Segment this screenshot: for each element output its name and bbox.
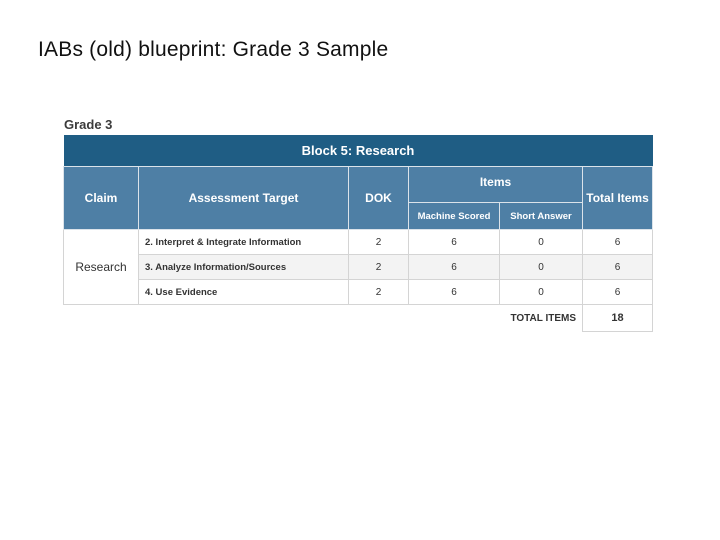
- target-cell: 4. Use Evidence: [139, 280, 349, 305]
- total-row: [64, 305, 653, 332]
- blueprint-table: [63, 135, 653, 332]
- total-cell: 6: [583, 230, 653, 255]
- slide-title: IABs (old) blueprint: Grade 3 Sample: [38, 38, 389, 61]
- machine-scored-cell: 6: [409, 280, 500, 305]
- table-row: [64, 230, 653, 255]
- dok-header: DOK: [349, 167, 409, 230]
- short-answer-cell: 0: [500, 230, 583, 255]
- total-cell: 6: [583, 280, 653, 305]
- dok-cell: 2: [349, 230, 409, 255]
- total-cell: 6: [583, 255, 653, 280]
- target-cell: 3. Analyze Information/Sources: [139, 255, 349, 280]
- dok-cell: 2: [349, 255, 409, 280]
- table-row: [64, 280, 653, 305]
- short-answer-header: Short Answer: [500, 203, 583, 230]
- machine-scored-cell: 6: [409, 230, 500, 255]
- claim-cell: Research: [64, 230, 139, 305]
- block-title: Block 5: Research: [64, 135, 653, 167]
- claim-header: Claim: [64, 167, 139, 230]
- column-header-row: [64, 167, 653, 203]
- block-header-row: [64, 135, 653, 167]
- grade-label: Grade 3: [64, 117, 113, 132]
- table-row: [64, 255, 653, 280]
- total-items-header: Total Items: [583, 167, 653, 230]
- assessment-target-header: Assessment Target: [139, 167, 349, 230]
- short-answer-cell: 0: [500, 280, 583, 305]
- dok-cell: 2: [349, 280, 409, 305]
- short-answer-cell: 0: [500, 255, 583, 280]
- items-header: Items: [409, 167, 583, 203]
- target-cell: 2. Interpret & Integrate Information: [139, 230, 349, 255]
- machine-scored-cell: 6: [409, 255, 500, 280]
- total-items-label: TOTAL ITEMS: [510, 312, 576, 324]
- machine-scored-header: Machine Scored: [409, 203, 500, 230]
- total-items-value: 18: [583, 305, 653, 332]
